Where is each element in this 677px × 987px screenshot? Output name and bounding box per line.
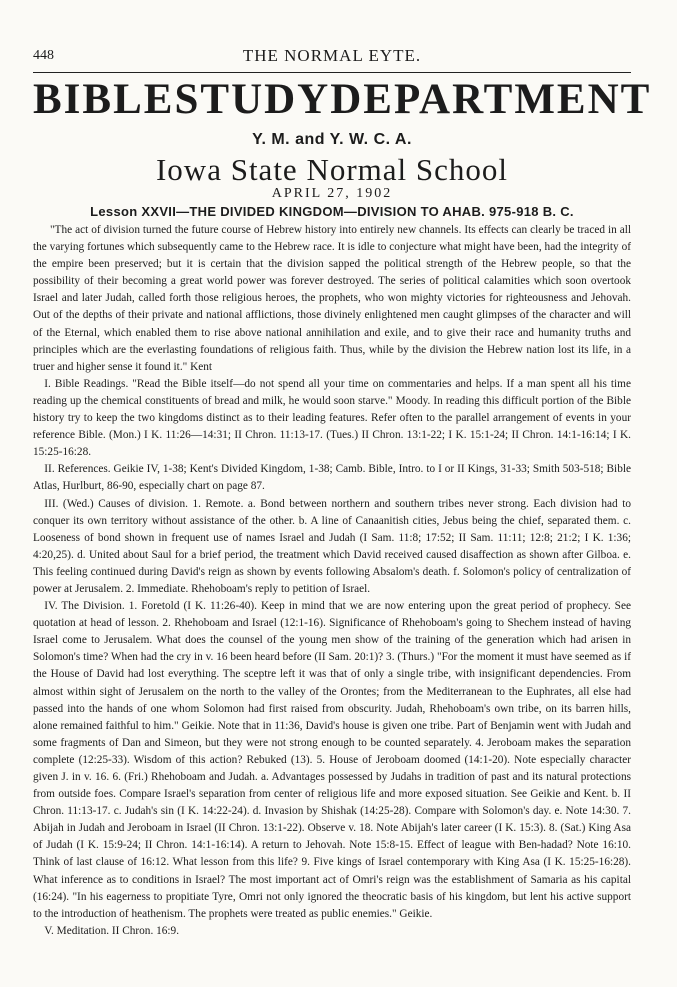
association-heading: Y. M. and Y. W. C. A.	[252, 131, 412, 148]
title-word-bible: BIBLE	[33, 76, 175, 123]
section-references: II. References. Geikie IV, 1-38; Kent's Divided Kingdom, 1-38; Camb. Bible, Intro. to I or II Kings, 31-33; Smith 503-518; Bible Atlas, Hurlburt, 86-90, especially chart on page 87.	[33, 463, 631, 493]
header-rule	[33, 72, 631, 73]
section-the-division: IV. The Division. 1. Foretold (I K. 11:26-40). Keep in mind that we are now entering upon the great period of prophecy. See quotation at head of lesson. 2. Rhehoboam and Israel (12:1-16). Significance of Rhehoboam's going to Shechem instead of having Israel come to Jerusalem. What does the counsel of the young men show of the training of the generation which had arisen in Solomon's time? When had the cry in v. 16 been heard before (II Sam. 20:1)? 3. (Thurs.) "For the moment it must have seemed as if the House of David had lost everything. The sceptre left it was that of only a single tribe, with insignificant dependencies. From almost within sight of Jerusalem on the north to the valley of the Orontes; from the Mediterranean to the Euphrates, all else had passed into the hands of one whom Solomon had first raised from obscurity. Judah, Rhehoboam's own tribe, on its barren hills, alone remained faithful to him." Geikie. Note that in 11:36, David's house is given one tribe. Part of Benjamin went with Judah and some fragments of Dan and Simeon, but they were not strong enough to be counted separately. 4. Jeroboam makes the separation complete (12:25-33). Wisdom of this action? Rebuked (13). 5. House of Jeroboam doomed (14:1-20). Note especially character given J. in v. 16. 6. (Fri.) Rhehoboam and Judah. a. Advantages possessed by Judahs in tradition of past and its natural protections from outside foes. Compare Israel's separation from center of religious life and more exposed situation. See Geikie and Kent. b. II Chron. 11:13-17. c. Judah's sin (I K. 14:22-24). d. Invasion by Shishak (14:25-28). Compare with Solomon's day. e. Note 14:30. 7. Abijah in Judah and Jeroboam in Israel (II Chron. 13:1-22). Observe v. 18. Note Abijah's later career (I K. 15:3). 8. (Sat.) King Asa of Judah (I K. 15:9-24; II Chron. 14:1-16:14). A return to Jehovah. Note 15:8-15. Effect of league with Ben-hadad? Note 16:10. Think of last clause of 16:12. What lesson from this life? 9. Five kings of Israel contemporary with King Asa (I K. 15:25-16:28). What inference as to conditions in Israel? The most important act of Omri's reign was the establishment of Samaria as his capital (16:24). "In his eagerness to propitiate Tyre, Omri not only ignored the theocratic basis of his kingdom, but lent his active support to the introduction of heathenism. The prophets were treated as public enemies." Geikie.	[33, 600, 631, 920]
lesson-body	[33, 222, 631, 940]
department-title	[33, 76, 652, 123]
lesson-heading: Lesson XXVII—THE DIVIDED KINGDOM—DIVISION TO AHAB. 975-918 B. C.	[90, 204, 574, 219]
running-title: THE NORMAL EYTE.	[242, 46, 422, 65]
section-meditation: V. Meditation. II Chron. 16:9.	[44, 924, 180, 937]
title-word-study: STUDY	[174, 76, 331, 123]
section-bible-readings: I. Bible Readings. "Read the Bible itself—do not spend all your time on commentaries and helps. If a man spent all his time reading up the chemical constituents of bread and milk, he would soon starve." Moody. In reading this difficult portion of the Bible history try to keep the two kingdoms distinct as to their leading features. Refer often to the parallel arrangement of events in your reference Bible. (Mon.) I K. 11:26—14:31; II Chron. 11:13-17. (Tues.) II Chron. 13:1-22; I K. 15:1-24; II Chron. 14:1-16:14; I K. 15:25-16:28.	[33, 377, 631, 459]
school-heading: Iowa State Normal School	[155, 152, 508, 187]
running-head	[33, 0, 631, 68]
page-number: 448	[33, 48, 54, 63]
intro-quote-paragraph: "The act of division turned the future course of Hebrew history into entirely new channels. Its effects can clearly be traced in all the varying fortunes which subsequently came to the Hebrew race. It is idle to conjecture what might have been, had the integrity of the empire been preserved; but it is certain that the division sapped the political strength of the Hebrew people, so that the possibility of their becoming a great world power was forever destroyed. The series of political calamities which soon overtook Israel and later Judah, called forth those religious heroes, the prophets, who won mighty victories for righteousness and Jehovah. Out of the depths of their private and national afflictions, those divinely enlightened men caught glimpses of the character and will of the Eternal, which enabled them to rise above national annihilation and exile, and to give their race and humanity truths and principles which are the everlasting foundations of religious faith. Thus, while by the division the Hebrew nation lost its life, in a truer and higher sense it found it." Kent	[33, 224, 631, 373]
title-word-department: DEPARTMENT	[330, 76, 652, 123]
section-causes-of-division: III. (Wed.) Causes of division. 1. Remote. a. Bond between northern and southern tribes never strong. Each division had to conquer its own territory without assistance of the other. b. A line of Canaanitish cities, Jebus being the chief, separated them. c. Looseness of bond shown in frequent use of names Israel and Judah (I Sam. 11:8; 17:52; II Sam. 11:11; 12:8; 21:2; I K. 1:36; 4:20,25). d. United about Saul for a brief period, the treatment which David received caused disaffection as shown after Gilboa. e. This feeling continued during David's reign as shown by events following Absalom's death. f. Solomon's policy of centralization of power at Jerusalem. 2. Immediate. Rhehoboam's reply to petition of Israel.	[33, 497, 631, 595]
lesson-date: APRIL 27, 1902	[271, 186, 393, 201]
